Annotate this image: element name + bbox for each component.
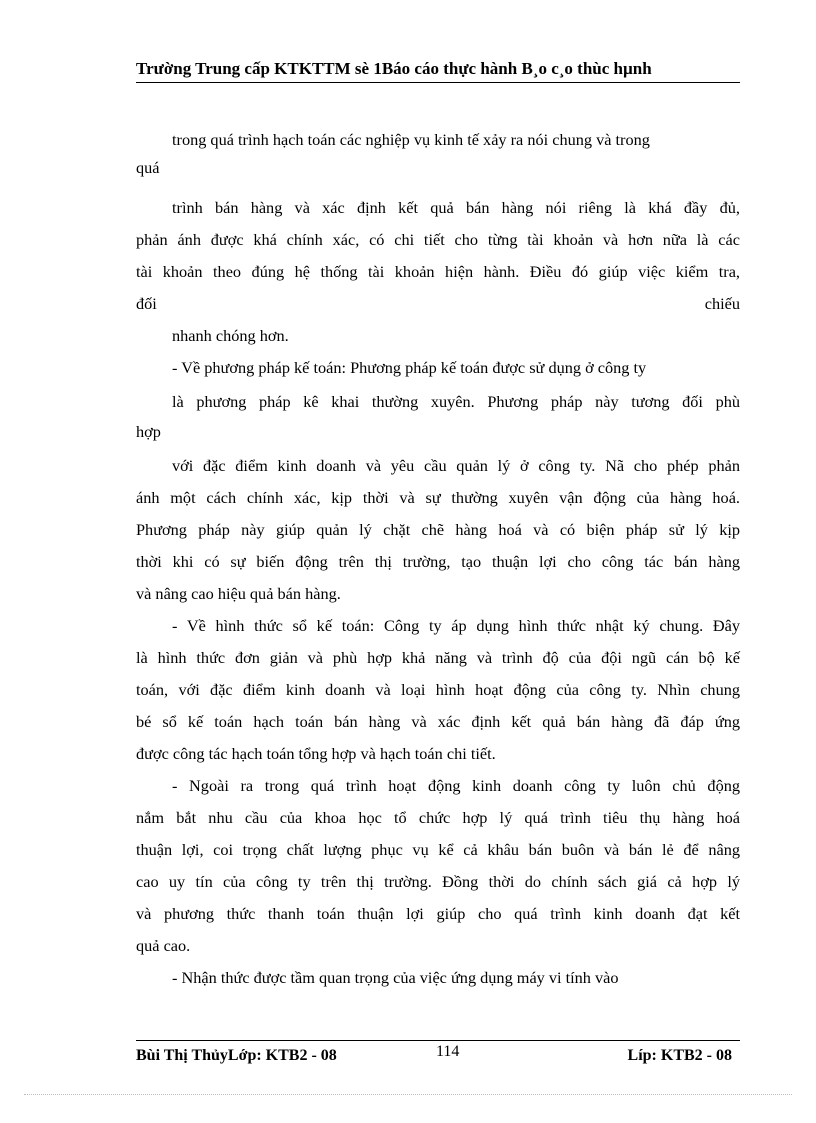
text-line: đối chiếu [136,294,740,313]
text-line: được công tác hạch toán tổng hợp và hạch toán chi tiết. [136,744,496,763]
text-line: - Về phương pháp kế toán: Phương pháp kế toán được sử dụng ở công ty [172,358,647,377]
text-line: quá [136,158,160,177]
text-line: - Nhận thức được tầm quan trọng của việc ứng dụng máy vi tính vào [172,968,619,987]
text-line: - Về hình thức sổ kế toán: Công ty áp dụng hình thức nhật ký chung. Đây [172,616,740,635]
text-line: là phương pháp kê khai thường xuyên. Phương pháp này tương đối phù [172,392,740,411]
footer-author: Bùi Thị ThủyLớp: KTB2 - 08 [136,1047,337,1064]
text-line: hợp [136,422,161,441]
text-line: với đặc điểm kinh doanh và yêu cầu quản lý ở công ty. Nã cho phép phản [172,456,740,475]
text-line: là hình thức đơn giản và phù hợp khả năng và trình độ của đội ngũ cán bộ kế [136,648,740,667]
text-line: phản ánh được khá chính xác, có chi tiết cho từng tài khoản và hơn nữa là các [136,230,740,249]
text-line: và phương thức thanh toán thuận lợi giúp cho quá trình kinh doanh đạt kết [136,904,740,923]
page-boundary [24,1094,792,1095]
text-line: cao uy tín của công ty trên thị trường. Đồng thời do chính sách giá cả hợp lý [136,872,740,891]
text-line: trình bán hàng và xác định kết quả bán hàng nói riêng là khá đầy đủ, [172,198,740,217]
text-line: quả cao. [136,936,191,955]
footer-class: Líp: KTB2 - 08 [627,1047,732,1064]
text-line: - Ngoài ra trong quá trình hoạt động kinh doanh công ty luôn chủ động [172,776,740,795]
page-number: 114 [436,1043,460,1060]
text-line: nhanh chóng hơn. [172,326,289,345]
text-line: nắm bắt nhu cầu của khoa học tổ chức hợp lý quá trình tiêu thụ hàng hoá [136,808,740,827]
text-line: trong quá trình hạch toán các nghiệp vụ kinh tế xảy ra nói chung và trong [172,130,650,149]
page-header: Trường Trung cấp KTKTTM sè 1Báo cáo thực hành B¸o c¸o thùc hµnh [136,58,740,83]
text-line: thời khi có sự biến động trên thị trường, tạo thuận lợi cho công tác bán hàng [136,552,740,571]
text-line: toán, với đặc điểm kinh doanh và loại hình hoạt động của công ty. Nhìn chung [136,680,740,699]
text-line: thuận lợi, coi trọng chất lượng phục vụ kể cả khâu bán buôn và bán lẻ để nâng [136,840,740,859]
text-line: và nâng cao hiệu quả bán hàng. [136,584,341,603]
text-line: bé sổ kế toán hạch toán bán hàng và xác định kết quả bán hàng đã đáp ứng [136,712,740,731]
text-line: tài khoản theo đúng hệ thống tài khoản hiện hành. Điều đó giúp việc kiểm tra, [136,262,740,281]
text-line: ánh một cách chính xác, kịp thời và sự thường xuyên vận động của hàng hoá. [136,488,740,507]
text-line: Phương pháp này giúp quản lý chặt chẽ hàng hoá và có biện pháp sử lý kịp [136,520,740,539]
